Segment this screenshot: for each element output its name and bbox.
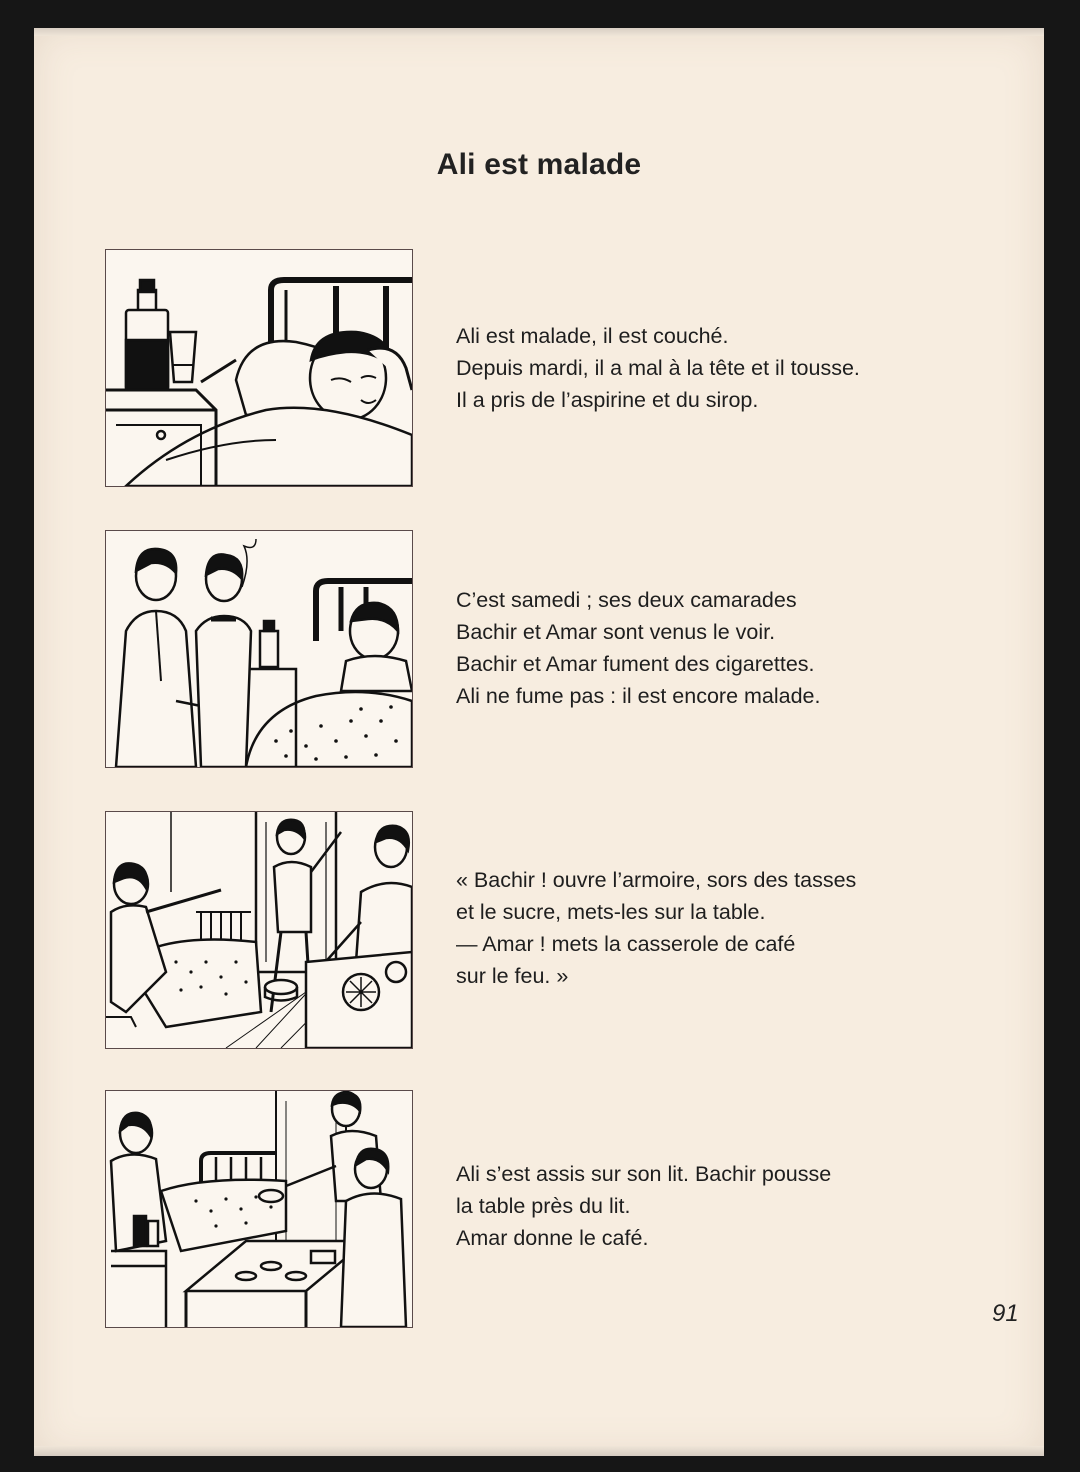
panel-2-line-2: Bachir et Amar sont venus le voir. <box>456 620 776 644</box>
illustration-ali-giving-orders <box>105 811 413 1049</box>
illustration-friends-visit <box>105 530 413 768</box>
panel-3-line-4: sur le feu. » <box>456 964 569 988</box>
page-bottom-edge <box>34 1446 1044 1456</box>
panel-4-line-3: Amar donne le café. <box>456 1226 649 1250</box>
illustration-coffee-service <box>105 1090 413 1328</box>
panel-3-line-2: et le sucre, mets-les sur la table. <box>456 900 766 924</box>
panel-1-line-3: Il a pris de l’aspirine et du sirop. <box>456 388 759 412</box>
panel-2-line-1: C’est samedi ; ses deux camarades <box>456 588 797 612</box>
panel-1-text <box>456 320 986 416</box>
page-top-edge <box>34 28 1044 36</box>
panel-3-text <box>456 864 986 992</box>
page-title: Ali est malade <box>436 148 642 181</box>
panel-2-line-3: Bachir et Amar fument des cigarettes. <box>456 652 815 676</box>
panel-3-line-3: — Amar ! mets la casserole de café <box>456 932 796 956</box>
panel-1-line-1: Ali est malade, il est couché. <box>456 324 729 348</box>
page-number: 91 <box>992 1300 1019 1327</box>
panel-4-line-1: Ali s’est assis sur son lit. Bachir pousse <box>456 1162 832 1186</box>
panel-3-line-1: « Bachir ! ouvre l’armoire, sors des tasses <box>456 868 857 892</box>
panel-4-text <box>456 1158 986 1254</box>
panel-4-line-2: la table près du lit. <box>456 1194 631 1218</box>
book-page <box>34 28 1044 1456</box>
panel-2-text <box>456 584 986 712</box>
illustration-ali-in-bed <box>105 249 413 487</box>
panel-2-line-4: Ali ne fume pas : il est encore malade. <box>456 684 821 708</box>
panel-1-line-2: Depuis mardi, il a mal à la tête et il tousse. <box>456 356 860 380</box>
